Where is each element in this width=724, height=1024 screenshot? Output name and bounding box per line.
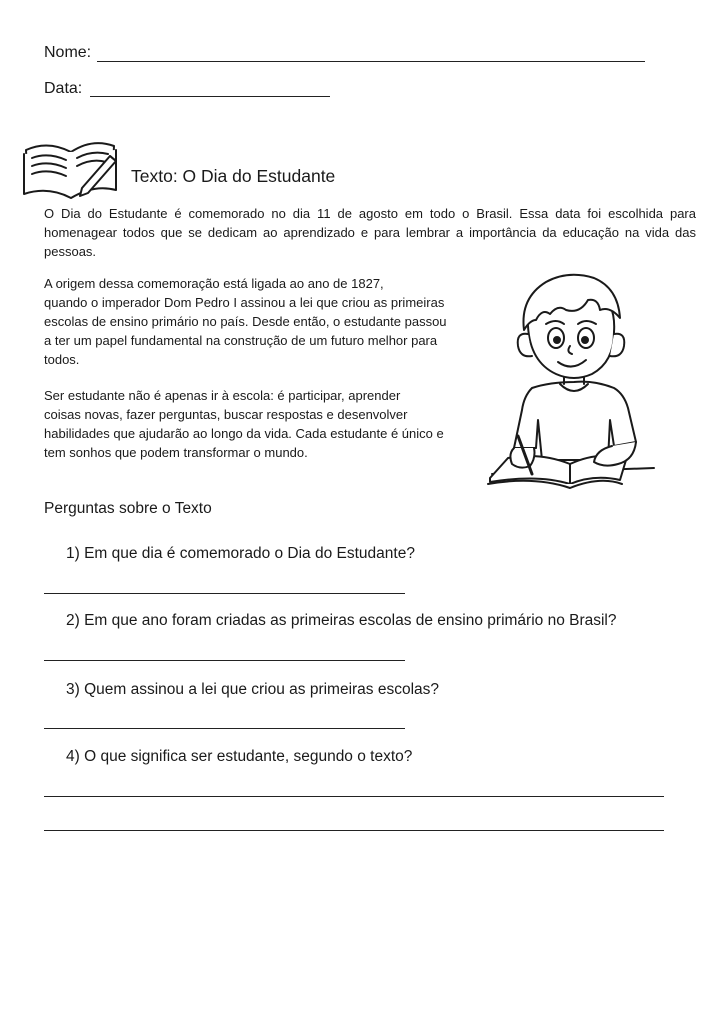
question-4: 4) O que significa ser estudante, segundo o texto? (66, 748, 413, 765)
page-title: Texto: O Dia do Estudante (131, 166, 336, 186)
answer-line-2[interactable] (44, 660, 405, 661)
boy-writing-illustration (484, 270, 659, 502)
date-line[interactable] (90, 96, 330, 97)
answer-line-1[interactable] (44, 593, 405, 594)
origin-line: quando o imperador Dom Pedro I assinou a lei que criou as primeiras (44, 295, 445, 310)
name-line[interactable] (97, 61, 645, 62)
origin-line: A origem dessa comemoração está ligada ao ano de 1827, (44, 276, 384, 291)
student-paragraph (44, 386, 494, 462)
origin-line: a ter um papel fundamental na construção de um futuro melhor para (44, 333, 438, 348)
answer-line-4a[interactable] (44, 796, 664, 797)
question-2: 2) Em que ano foram criadas as primeiras escolas de ensino primário no Brasil? (66, 612, 617, 629)
origin-line: escolas de ensino primário no país. Desde então, o estudante passou (44, 314, 447, 329)
student-line: tem sonhos que podem transformar o mundo. (44, 445, 308, 460)
date-label: Data: (44, 80, 83, 97)
student-line: habilidades que ajudarão ao longo da vida. Cada estudante é único e (44, 426, 444, 441)
question-1: 1) Em que dia é comemorado o Dia do Estudante? (66, 545, 415, 562)
intro-paragraph: O Dia do Estudante é comemorado no dia 11 de agosto em todo o Brasil. Essa data foi escolhida para homenagear todos que se dedicam ao aprendizado e para lembrar a importância da educação na vida das pessoas. (44, 206, 696, 259)
name-label: Nome: (44, 44, 92, 61)
answer-line-3[interactable] (44, 728, 405, 729)
student-line: Ser estudante não é apenas ir à escola: é participar, aprender (44, 388, 401, 403)
answer-line-4b[interactable] (44, 830, 664, 831)
questions-heading: Perguntas sobre o Texto (44, 500, 212, 517)
student-line: coisas novas, fazer perguntas, buscar respostas e desenvolver (44, 407, 408, 422)
origin-paragraph (44, 274, 494, 369)
question-3: 3) Quem assinou a lei que criou as primeiras escolas? (66, 681, 440, 698)
origin-line: todos. (44, 352, 80, 367)
book-pencil-icon (22, 132, 122, 200)
